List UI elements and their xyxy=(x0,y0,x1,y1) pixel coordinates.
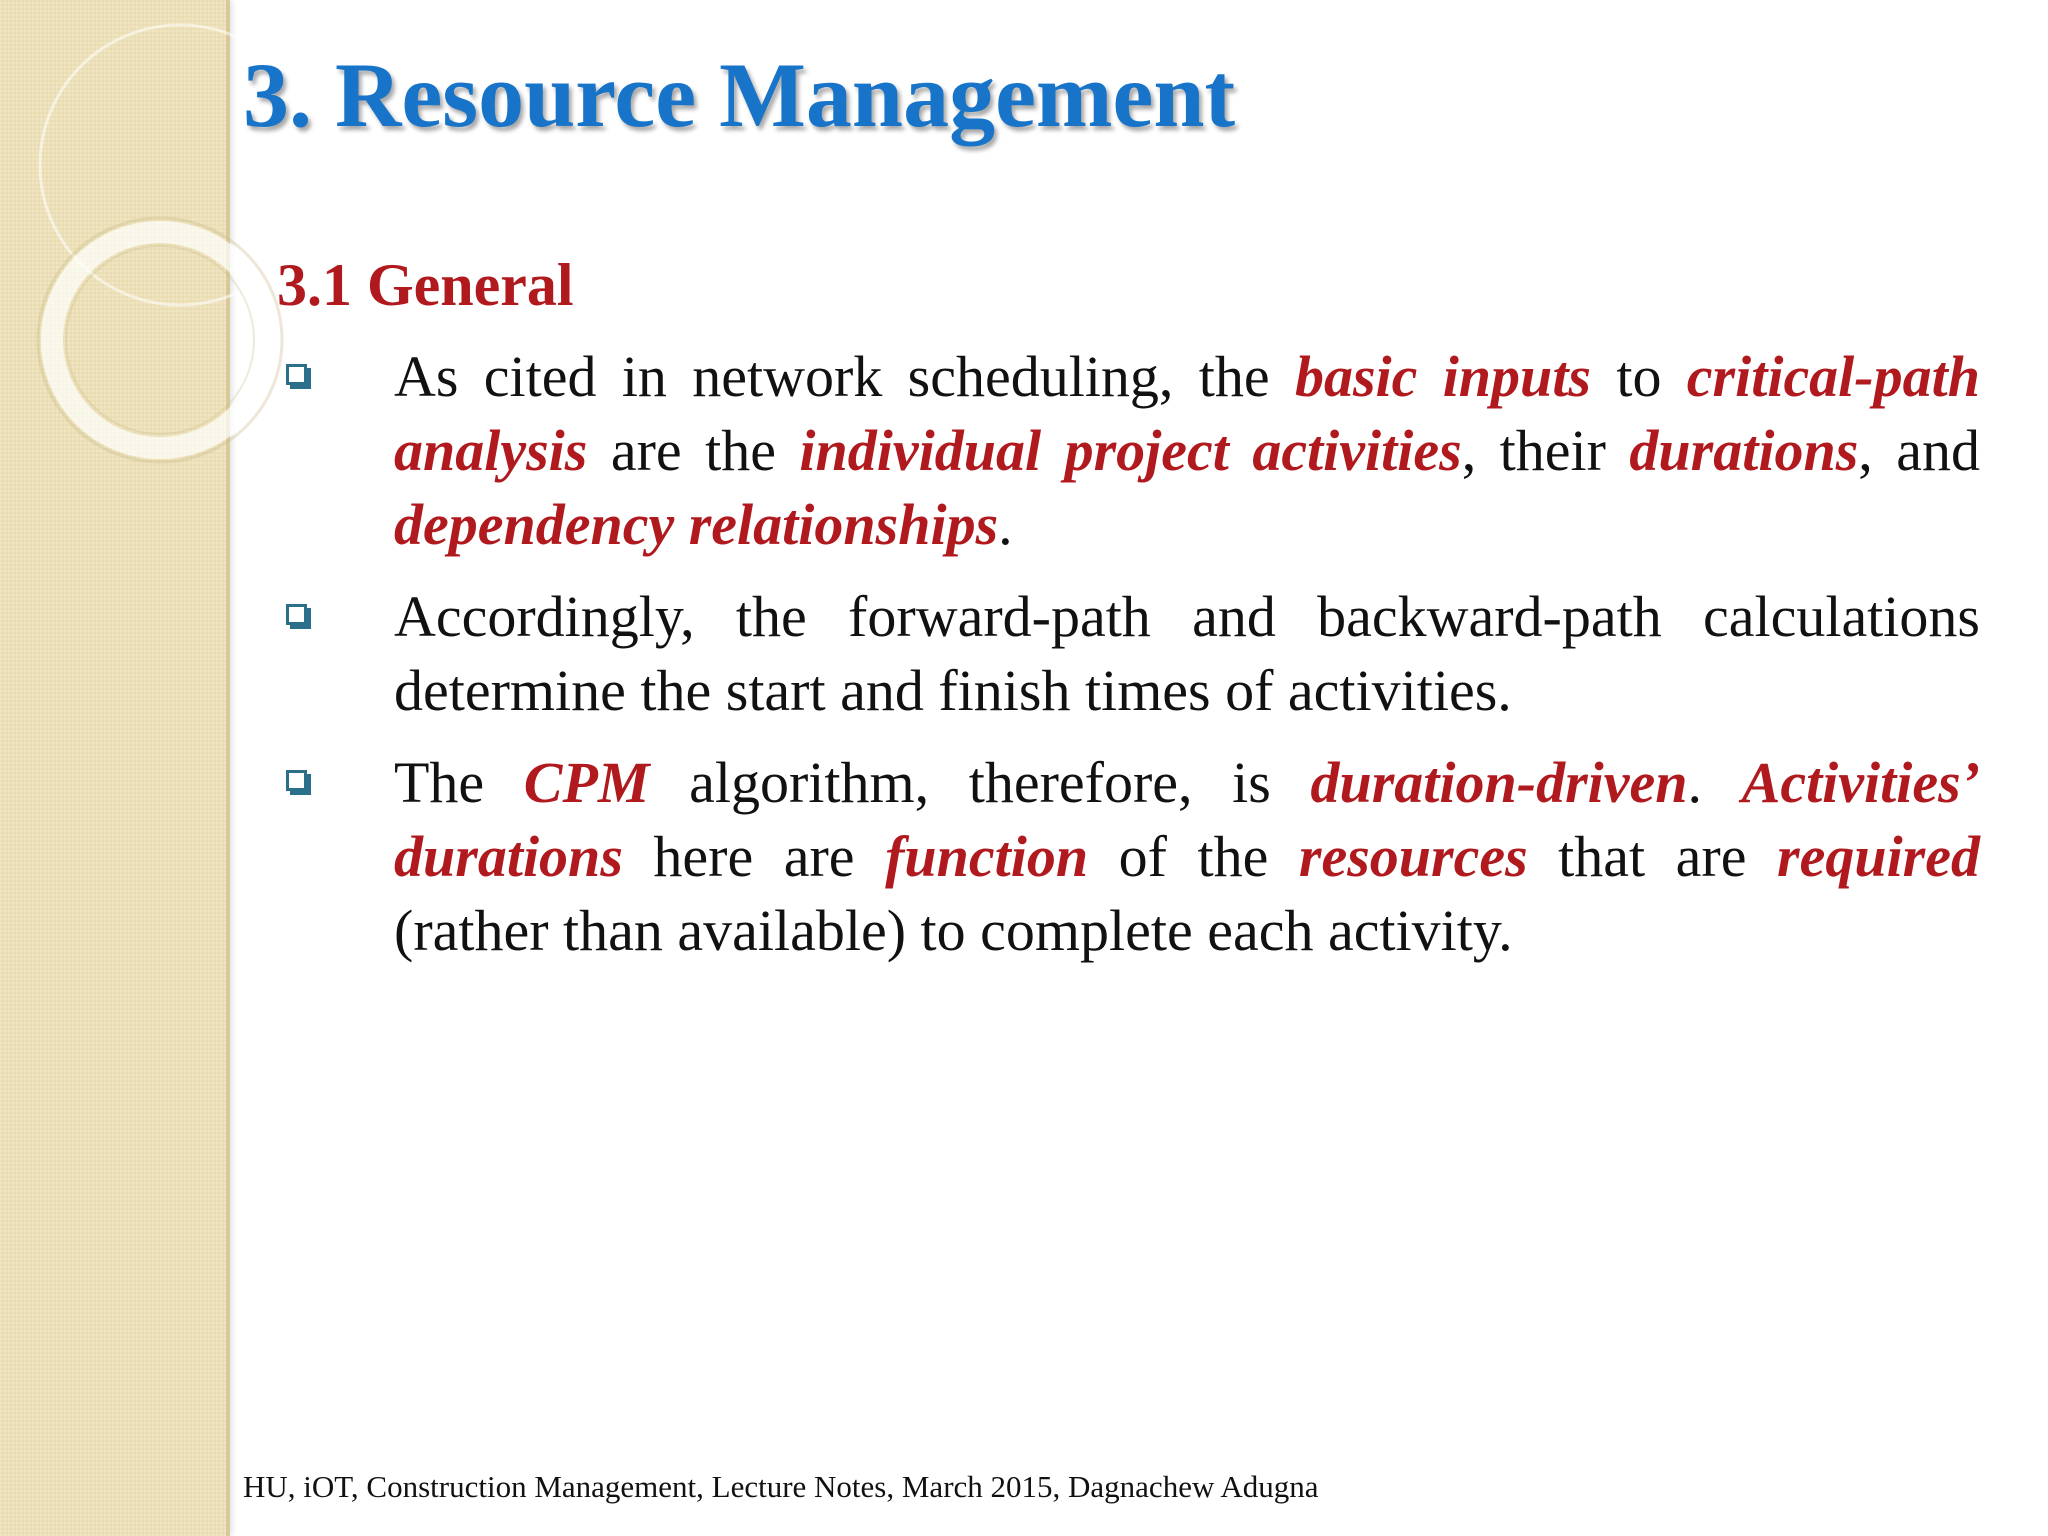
emphasized-term: critical-path analysis xyxy=(394,344,1980,483)
bullet-text: Accordingly, the forward-path and backward-path calculations determine the start and finish times of activities. xyxy=(394,584,1980,723)
emphasized-term: resources xyxy=(1298,824,1528,889)
emphasized-term: durations xyxy=(1629,418,1859,483)
bullet-text: (rather than available) to complete each activity. xyxy=(394,898,1513,963)
emphasized-term: required xyxy=(1777,824,1980,889)
bullet-text: to xyxy=(1591,344,1687,409)
emphasized-term: function xyxy=(885,824,1089,889)
bullet-item xyxy=(275,746,1980,968)
bullet-text: algorithm, therefore, is xyxy=(649,750,1311,815)
checkbox-bullet-icon xyxy=(286,604,307,625)
slide-title: 3. Resource Management xyxy=(243,44,1236,146)
bullet-text: The xyxy=(394,750,524,815)
section-subtitle: 3.1 General xyxy=(277,252,574,318)
emphasized-term: duration-driven xyxy=(1310,750,1688,815)
checkbox-bullet-icon xyxy=(286,770,307,791)
bullet-item xyxy=(275,580,1980,728)
decorative-rings-icon xyxy=(0,0,230,520)
emphasized-term: dependency relationships xyxy=(394,492,999,557)
bullet-text: . xyxy=(998,492,1013,557)
bullet-item xyxy=(275,340,1980,562)
bullet-list xyxy=(275,340,1980,986)
bullet-text: are the xyxy=(587,418,800,483)
slide-footer: HU, iOT, Construction Management, Lecture Notes, March 2015, Dagnachew Adugna xyxy=(243,1469,1319,1504)
bullet-text: that are xyxy=(1527,824,1777,889)
bullet-text: As cited in network scheduling, the xyxy=(394,344,1295,409)
bullet-text: , and xyxy=(1858,418,1980,483)
checkbox-bullet-icon xyxy=(286,364,307,385)
emphasized-term: CPM xyxy=(523,750,650,815)
bullet-text: , their xyxy=(1461,418,1630,483)
bullet-text: of the xyxy=(1088,824,1299,889)
emphasized-term: basic inputs xyxy=(1294,344,1592,409)
bullet-text: here are xyxy=(622,824,886,889)
emphasized-term: individual project activities xyxy=(799,418,1462,483)
emphasized-term: Activities’ durations xyxy=(394,750,1981,889)
bullet-text: . xyxy=(1687,750,1742,815)
